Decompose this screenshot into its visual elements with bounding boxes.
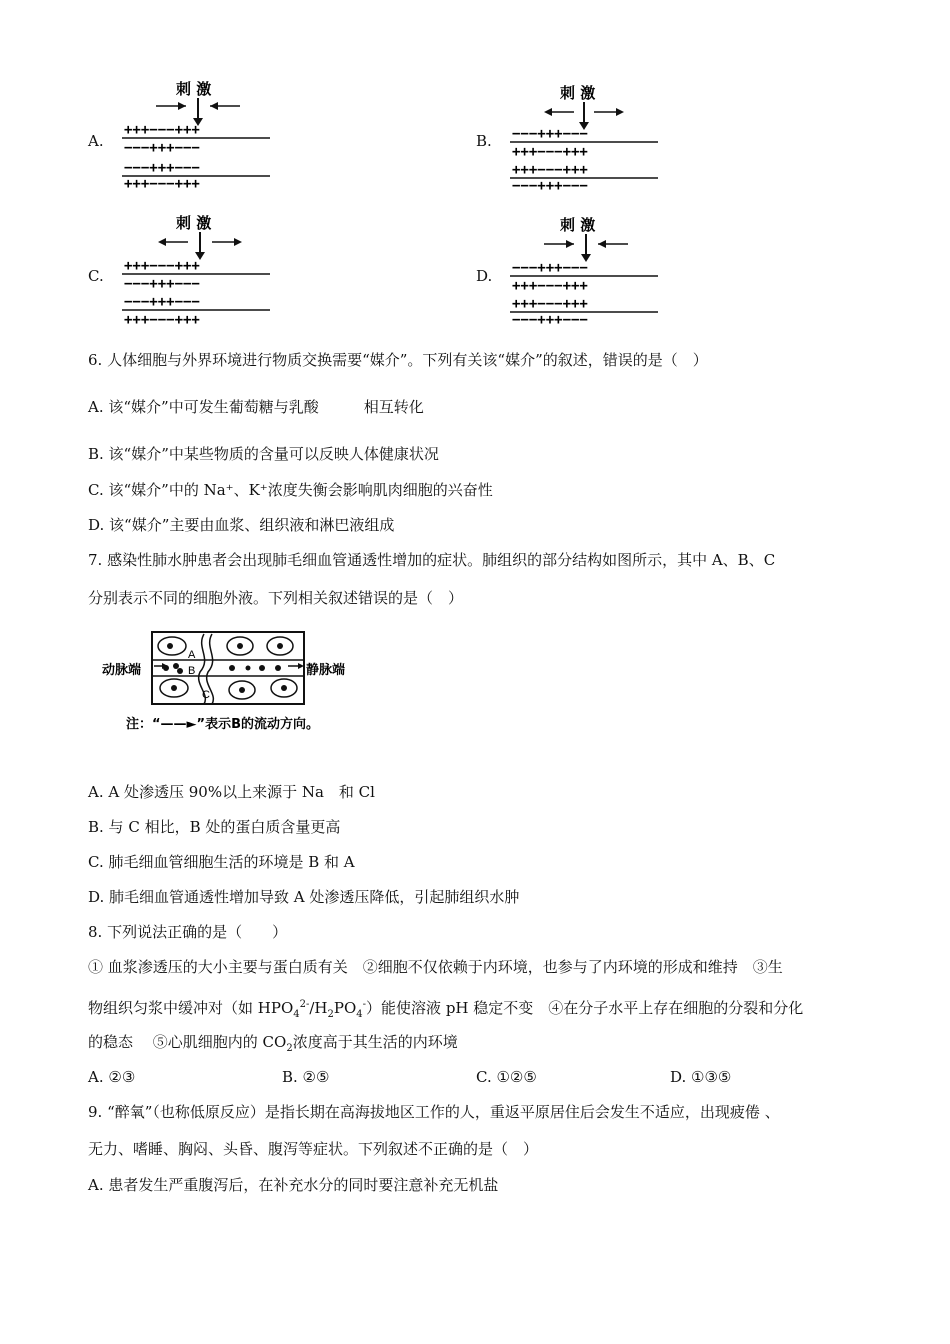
option-letter: B.	[476, 132, 492, 150]
label-c: C	[202, 689, 210, 701]
charge-row: +++−−−+++	[512, 296, 588, 312]
label-a: A	[188, 649, 196, 661]
nerve-svg-a	[120, 78, 280, 190]
q6-option-c: C. 该“媒介”中的 Na⁺、K⁺浓度失衡会影响肌肉细胞的兴奋性	[88, 481, 493, 499]
q7-option-d: D. 肺毛细血管通透性增加导致 A 处渗透压降低，引起肺组织水肿	[88, 888, 520, 906]
charge-row: +++−−−+++	[512, 144, 588, 160]
nerve-diagram-b	[508, 82, 668, 194]
lung-tissue-svg	[100, 628, 360, 740]
q8-statement-line1: ① 血浆渗透压的大小主要与蛋白质有关 ②细胞不仅依赖于内环境，也参与了内环境的形成和维持 ③生	[88, 958, 783, 976]
option-letter: A.	[88, 132, 104, 150]
label-b: B	[188, 665, 196, 677]
venous-end-label: 静脉端	[306, 663, 346, 678]
nerve-svg-d	[508, 212, 668, 328]
charge-row: −−−+++−−−	[124, 276, 200, 292]
charge-row: +++−−−+++	[124, 122, 200, 138]
nerve-diagram-d	[508, 212, 668, 328]
option-letter: D.	[476, 267, 493, 285]
q6-option-a: A. 该“媒介”中可发生葡萄糖与乳酸 相互转化	[88, 398, 424, 416]
q8-option-b: B. ②⑤	[282, 1068, 330, 1086]
charge-row: −−−+++−−−	[124, 294, 200, 310]
q7-option-a: A. A 处渗透压 90%以上来源于 Na 和 Cl	[88, 783, 375, 801]
q6-stem: 6. 人体细胞与外界环境进行物质交换需要“媒介”。下列有关该“媒介”的叙述，错误的是（ ）	[88, 351, 708, 369]
charge-row: −−−+++−−−	[124, 140, 200, 156]
q8-statement-line3: 的稳态 ⑤心肌细胞内的 $CO_2$浓度高于其生活的内环境	[88, 1033, 458, 1054]
nerve-svg-c	[120, 210, 280, 326]
q6-option-b: B. 该“媒介”中某些物质的含量可以反映人体健康状况	[88, 445, 439, 463]
q6-option-d: D. 该“媒介”主要由血浆、组织液和淋巴液组成	[88, 516, 395, 534]
arterial-end-label: 动脉端	[102, 663, 142, 678]
stimulus-label: 刺 激	[176, 80, 212, 98]
q9-stem-line1: 9. “醉氧”（也称低原反应）是指长期在高海拔地区工作的人，重返平原居住后会发生不适应，出现疲倦 、	[88, 1103, 780, 1121]
nerve-diagram-a	[120, 78, 280, 190]
q7-stem-line2: 分别表示不同的细胞外液。下列相关叙述错误的是（ ）	[88, 589, 464, 607]
q7-option-b: B. 与 C 相比，B 处的蛋白质含量更高	[88, 818, 341, 836]
charge-row: +++−−−+++	[512, 162, 588, 178]
stimulus-label: 刺 激	[176, 214, 212, 232]
q8-statement-line2: 物组织匀浆中缓冲对（如 $HPO_4^{2-}/H_2PO_4^-$）能使溶液 pH 稳定不变 ④在分子水平上存在细胞的分裂和分化	[88, 999, 804, 1020]
q7-option-c: C. 肺毛细血管细胞生活的环境是 B 和 A	[88, 853, 355, 871]
nerve-diagram-c	[120, 210, 280, 326]
q8-option-a: A. ②③	[88, 1068, 136, 1086]
q8-stem: 8. 下列说法正确的是（ ）	[88, 923, 288, 941]
q9-stem-line2: 无力、嗜睡、胸闷、头昏、腹泻等症状。下列叙述不正确的是（ ）	[88, 1140, 539, 1158]
stimulus-label: 刺 激	[560, 84, 596, 102]
q7-stem-line1: 7. 感染性肺水肿患者会出现肺毛细血管通透性增加的症状。肺组织的部分结构如图所示，其中 A、B、C	[88, 551, 776, 569]
charge-row: −−−+++−−−	[512, 312, 588, 328]
charge-row: +++−−−+++	[124, 176, 200, 192]
q8-option-c: C. ①②⑤	[476, 1068, 537, 1086]
charge-row: −−−+++−−−	[512, 178, 588, 194]
option-letter: C.	[88, 267, 104, 285]
charge-row: +++−−−+++	[512, 278, 588, 294]
charge-row: −−−+++−−−	[512, 260, 588, 276]
q9-option-a: A. 患者发生严重腹泻后，在补充水分的同时要注意补充无机盐	[88, 1176, 499, 1194]
q8-option-d: D. ①③⑤	[670, 1068, 732, 1086]
stimulus-label: 刺 激	[560, 216, 596, 234]
charge-row: −−−+++−−−	[512, 126, 588, 142]
charge-row: −−−+++−−−	[124, 160, 200, 176]
lung-tissue-figure	[100, 628, 360, 740]
charge-row: +++−−−+++	[124, 258, 200, 274]
nerve-svg-b	[508, 82, 668, 194]
charge-row: +++−−−+++	[124, 312, 200, 328]
figure-note: 注：“——►”表示B的流动方向。	[126, 717, 319, 732]
